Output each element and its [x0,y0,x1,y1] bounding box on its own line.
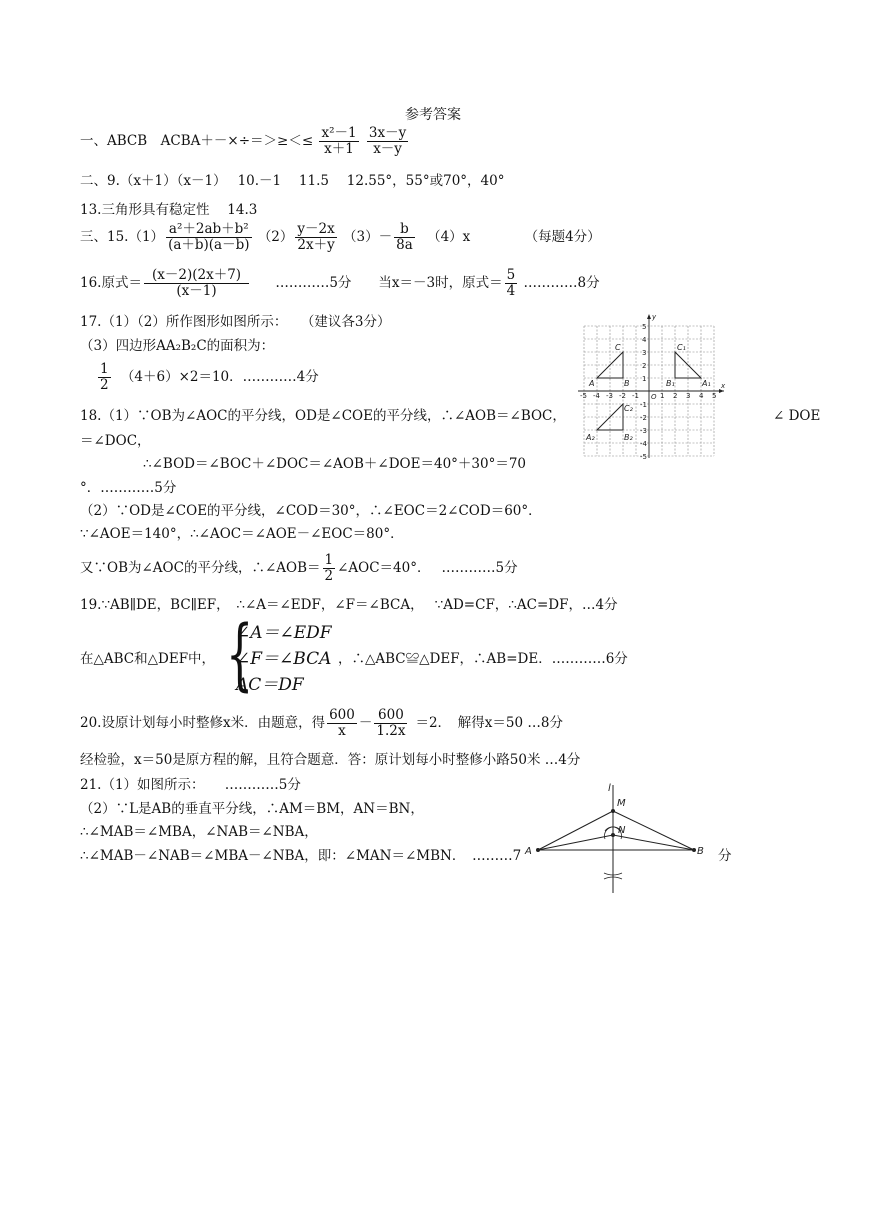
answer-18-2-c [80,553,518,584]
answer-15-label: 三、15.（1） [80,229,165,245]
answer-15-part2: （2） [257,229,294,245]
point-label: B [697,846,704,857]
fraction-20-2: $\frac{600}{1.2x}$ [376,707,406,739]
y-tick: -2 [640,414,647,422]
point-label: A [525,846,532,857]
y-tick: -3 [640,427,647,435]
bisector-figure [520,781,710,896]
answer-17: 17.（1）（2）所作图形如图所示： （建议各3分） [80,314,391,330]
origin-label: O [651,393,657,401]
x-tick: 5 [712,392,717,400]
x-tick: -4 [593,392,600,400]
system-row-2: ∠F＝∠BCA [236,649,332,669]
point-label: B₂ [624,433,633,442]
fraction-20-1: $\frac{600}{x}$ [329,707,355,739]
answer-20-minus: － [358,714,373,731]
fraction-15-3: $\frac{b}{8a}$ [396,221,413,253]
x-tick: 1 [660,392,665,400]
point-label: B₁ [666,379,675,388]
point-label: C₂ [624,404,633,413]
answer-15-note: （每题4分） [524,229,601,245]
coordinate-grid-figure [578,312,728,462]
answer-20-result: ＝2． 解得x＝50 …8分 [415,714,563,731]
answer-section-1 [80,126,410,157]
answer-17-area [96,362,319,393]
point-label: C₁ [677,343,686,352]
fraction-15-2: $\frac{y-2x}{2x+y}$ [297,221,335,253]
system-brace: { [226,610,254,700]
answer-18-2-c-text: 又∵OB为∠AOC的平分线，∴∠AOB＝ [80,560,321,576]
answer-19: 19.∵AB∥DE，BC∥EF， ∴∠A＝∠EDF，∠F＝∠BCA， ∵AD=CF，∴AC=DF，…4分 [80,597,618,613]
y-tick: 3 [642,349,647,357]
system-row-3: AC＝DF [236,675,304,695]
answer-18-1-calc: ∴∠BOD＝∠BOC＋∠DOC＝∠AOB＋∠DOE＝40°＋30°＝70 [143,456,527,472]
answer-21-1: 21.（1）如图所示： …………5分 [80,777,301,793]
answer-15-part4: （4）x [427,229,471,245]
x-tick: 2 [673,392,678,400]
answer-13-14: 13.三角形具有稳定性 14.3 [80,202,258,218]
answer-18-1: 18.（1）∵OB为∠AOC的平分线，OD是∠COE的平分线，∴∠AOB＝∠BOC， [80,408,566,424]
answer-16-label: 16.原式＝ [80,275,142,291]
system-row-1: ∠A＝∠EDF [236,623,332,643]
axis-x-label: x [721,382,726,390]
point-label: A₁ [702,379,711,388]
answer-16-text: …………5分 当x＝－3时，原式＝ [275,275,503,291]
x-tick: -1 [632,392,639,400]
x-tick: 4 [699,392,704,400]
answer-17-area-text: （4＋6）×2＝10．…………4分 [120,369,319,385]
fraction-half-2: $\frac{1}{2}$ [324,552,334,584]
answer-18-1-tail: ∠ DOE [773,408,821,424]
fraction-15-1: $\frac{\text{a²＋2ab＋b²}}{(a+b)(a-b)}$ [168,221,250,253]
answer-16 [80,268,600,299]
answer-18-1-cont: ＝∠DOC， [80,433,151,449]
y-tick: 2 [642,362,647,370]
fraction-16-value: $\frac{5}{4}$ [506,267,516,299]
x-tick: -5 [580,392,587,400]
answer-21-2-b: ∴∠MAB＝∠MBA，∠NAB＝∠NBA， [80,824,318,840]
answer-15 [80,222,601,253]
answer-20-text: 20.设原计划每小时整修x米．由题意，得 [80,714,326,731]
page-title: 参考答案 [405,107,461,123]
point-label: N [618,825,626,836]
fraction-half: $\frac{1}{2}$ [100,361,109,393]
answer-16-score: …………8分 [523,275,600,291]
x-tick: -2 [619,392,626,400]
y-tick: 5 [642,323,647,331]
y-tick: 1 [642,375,647,383]
y-tick: -5 [640,453,647,461]
answer-19-conclusion: ，∴△ABC≌△DEF，∴AB=DE．…………6分 [338,651,628,667]
x-tick: -3 [606,392,613,400]
answer-21-2: （2）∵L是AB的垂直平分线，∴AM＝BM，AN＝BN， [80,801,424,817]
answer-21-2-c: ∴∠MAB－∠NAB＝∠MBA－∠NBA，即：∠MAN＝∠MBN． ………7 [80,848,522,864]
answer-20 [80,708,563,739]
answer-20-check: 经检验，x＝50是原方程的解，且符合题意．答：原计划每小时整修小路50米 …4分 [80,752,581,768]
answer-18-2-b: ∵∠AOE＝140°，∴∠AOC＝∠AOE－∠EOC＝80°． [80,526,404,542]
point-label: A₂ [586,433,595,442]
point-label: B [624,379,630,388]
fraction-2: $\frac{3x-y}{x-y}$ [368,125,407,157]
axis-y-label: y [652,313,657,321]
answer-15-part3: （3）－ [343,229,393,245]
x-tick: 3 [686,392,691,400]
point-label: A [589,379,595,388]
fraction-16: $\frac{(x-2)(2x+7)}{(x-1)}$ [144,268,249,299]
answer-18-1-end: °．…………5分 [80,480,177,496]
y-tick: -1 [640,401,647,409]
answer-section-2: 二、9.（x＋1）（x－1） 10.－1 11.5 12.55°，55°或70°，40° [80,173,505,189]
fraction-1: $\frac{\text{x²－1}}{x+1}$ [321,125,357,157]
line-label: l [608,783,611,794]
y-tick: -4 [640,440,647,448]
y-tick: 4 [642,336,647,344]
point-label: C [615,343,621,352]
point-label: M [617,798,626,809]
answer-18-2: （2）∵OD是∠COE的平分线，∠COD＝30°，∴∠EOC＝2∠COD＝60°． [80,503,542,519]
answer-18-2-c-end: ∠AOC＝40°． …………5分 [337,560,518,576]
answer-19-label: 在△ABC和△DEF中， [80,651,216,667]
answer-17-3: （3）四边形AA₂B₂C的面积为： [80,338,275,354]
answer-1-text: 一、ABCB ACBA＋－×÷＝＞≥＜≤ [80,133,314,149]
answer-21-2-tail: 分 [718,848,732,864]
